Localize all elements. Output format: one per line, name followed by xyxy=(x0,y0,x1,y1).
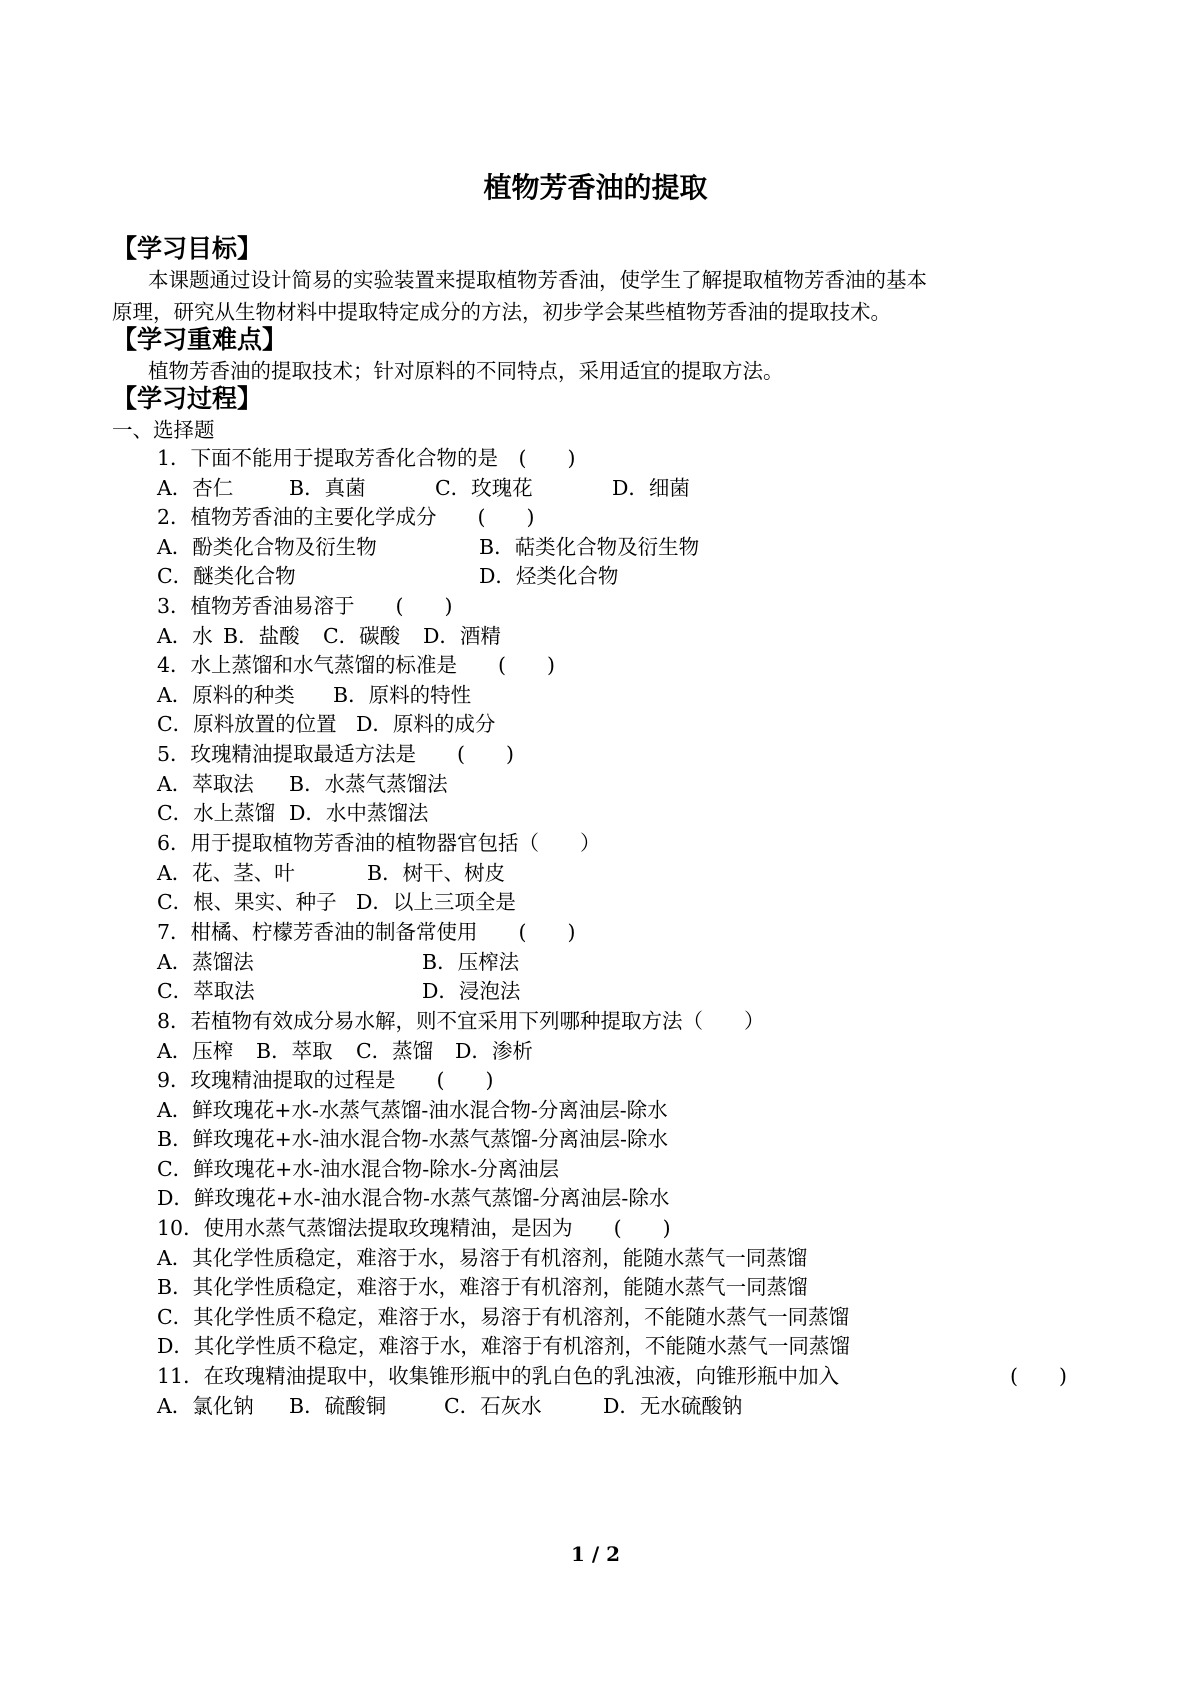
option-b: B．其化学性质稳定，难溶于水，难溶于有机溶剂，能随水蒸气一同蒸馏 xyxy=(157,1275,808,1299)
question-11: 11．在玫瑰精油提取中，收集锥形瓶中的乳白色的乳浊液，向锥形瓶中加入 xyxy=(157,1364,840,1388)
option-b: B．水蒸气蒸馏法 xyxy=(289,772,448,796)
question-6-options-row-1 xyxy=(157,857,757,889)
question-4-options-row-1 xyxy=(157,679,757,711)
option-c: C．醚类化合物 xyxy=(157,564,296,588)
option-a: A．花、茎、叶 xyxy=(157,861,295,885)
option-c: C．水上蒸馏 xyxy=(157,801,276,825)
question-1-options xyxy=(157,472,757,504)
question-7-options-row-1 xyxy=(157,946,757,978)
key-points-text: 植物芳香油的提取技术；针对原料的不同特点，采用适宜的提取方法。 xyxy=(148,359,784,383)
option-b: B．盐酸 xyxy=(223,624,300,648)
option-b: B．萃取 xyxy=(256,1039,333,1063)
part-one-heading: 一、选择题 xyxy=(112,418,215,442)
option-c: C．原料放置的位置 xyxy=(157,712,337,736)
option-d: D．原料的成分 xyxy=(356,712,496,736)
page-title: 植物芳香油的提取 xyxy=(483,171,708,204)
question-3-options xyxy=(157,620,757,652)
question-7: 7．柑橘、柠檬芳香油的制备常使用 ( ) xyxy=(157,920,576,944)
question-6: 6．用于提取植物芳香油的植物器官包括（ ） xyxy=(157,831,601,855)
option-a: A．原料的种类 xyxy=(157,683,295,707)
question-1: 1．下面不能用于提取芳香化合物的是 ( ) xyxy=(157,446,576,470)
option-a: A．其化学性质稳定，难溶于水，易溶于有机溶剂，能随水蒸气一同蒸馏 xyxy=(157,1246,808,1270)
question-5: 5．玫瑰精油提取最适方法是 ( ) xyxy=(157,742,515,766)
option-c: C．蒸馏 xyxy=(356,1039,434,1063)
question-5-options-row-1 xyxy=(157,768,757,800)
question-7-options-row-2 xyxy=(157,975,757,1007)
question-2: 2．植物芳香油的主要化学成分 ( ) xyxy=(157,505,535,529)
option-b: B．真菌 xyxy=(289,476,366,500)
option-a: A．水 xyxy=(157,624,213,648)
option-d: D．无水硫酸钠 xyxy=(603,1394,743,1418)
option-b: B．原料的特性 xyxy=(333,683,472,707)
goal-text-line-1: 本课题通过设计简易的实验装置来提取植物芳香油，使学生了解提取植物芳香油的基本 xyxy=(148,268,927,292)
option-b: B．鲜玫瑰花+水-油水混合物-水蒸气蒸馏-分离油层-除水 xyxy=(157,1127,668,1151)
option-d: D．以上三项全是 xyxy=(356,890,516,914)
option-a: A．杏仁 xyxy=(157,476,234,500)
question-8-options xyxy=(157,1035,757,1067)
option-c: C．萃取法 xyxy=(157,979,255,1003)
goal-heading: 【学习目标】 xyxy=(112,234,263,263)
question-5-options-row-2 xyxy=(157,797,757,829)
option-c: C．根、果实、种子 xyxy=(157,890,337,914)
option-d: D．鲜玫瑰花+水-油水混合物-水蒸气蒸馏-分离油层-除水 xyxy=(157,1186,670,1210)
option-b: B．树干、树皮 xyxy=(367,861,506,885)
option-b: B．压榨法 xyxy=(422,950,520,974)
option-a: A．蒸馏法 xyxy=(157,950,254,974)
option-a: A．酚类化合物及衍生物 xyxy=(157,535,377,559)
option-d: D．水中蒸馏法 xyxy=(289,801,429,825)
option-c: C．玫瑰花 xyxy=(435,476,533,500)
question-11-options xyxy=(157,1390,857,1422)
option-b: B．萜类化合物及衍生物 xyxy=(479,535,700,559)
option-b: B．硫酸铜 xyxy=(289,1394,387,1418)
option-d: D．酒精 xyxy=(423,624,501,648)
option-c: C．鲜玫瑰花+水-油水混合物-除水-分离油层 xyxy=(157,1157,560,1181)
option-a: A．萃取法 xyxy=(157,772,254,796)
option-d: D．细菌 xyxy=(612,476,690,500)
option-c: C．其化学性质不稳定，难溶于水，易溶于有机溶剂，不能随水蒸气一同蒸馏 xyxy=(157,1305,850,1329)
option-a: A．氯化钠 xyxy=(157,1394,254,1418)
option-a: A．压榨 xyxy=(157,1039,234,1063)
question-4-options-row-2 xyxy=(157,708,757,740)
option-c: C．石灰水 xyxy=(444,1394,542,1418)
option-d: D．其化学性质不稳定，难溶于水，难溶于有机溶剂，不能随水蒸气一同蒸馏 xyxy=(157,1334,850,1358)
key-points-heading: 【学习重难点】 xyxy=(112,325,288,354)
option-a: A．鲜玫瑰花+水-水蒸气蒸馏-油水混合物-分离油层-除水 xyxy=(157,1098,668,1122)
question-9: 9．玫瑰精油提取的过程是 ( ) xyxy=(157,1068,494,1092)
option-d: D．烃类化合物 xyxy=(479,564,619,588)
page-number: 1 / 2 xyxy=(570,1542,621,1566)
option-c: C．碳酸 xyxy=(323,624,401,648)
question-3: 3．植物芳香油易溶于 ( ) xyxy=(157,594,453,618)
question-4: 4．水上蒸馏和水气蒸馏的标准是 ( ) xyxy=(157,653,556,677)
question-2-options-row-1 xyxy=(157,531,857,563)
goal-text-line-2: 原理，研究从生物材料中提取特定成分的方法，初步学会某些植物芳香油的提取技术。 xyxy=(112,300,891,324)
question-10: 10．使用水蒸气蒸馏法提取玫瑰精油，是因为 ( ) xyxy=(157,1216,671,1240)
option-d: D．渗析 xyxy=(455,1039,533,1063)
question-6-options-row-2 xyxy=(157,886,757,918)
question-11-answer-blank: ( ) xyxy=(1010,1364,1067,1388)
question-8: 8．若植物有效成分易水解，则不宜采用下列哪种提取方法（ ） xyxy=(157,1009,765,1033)
option-d: D．浸泡法 xyxy=(422,979,521,1003)
process-heading: 【学习过程】 xyxy=(112,384,263,413)
question-2-options-row-2 xyxy=(157,560,857,592)
